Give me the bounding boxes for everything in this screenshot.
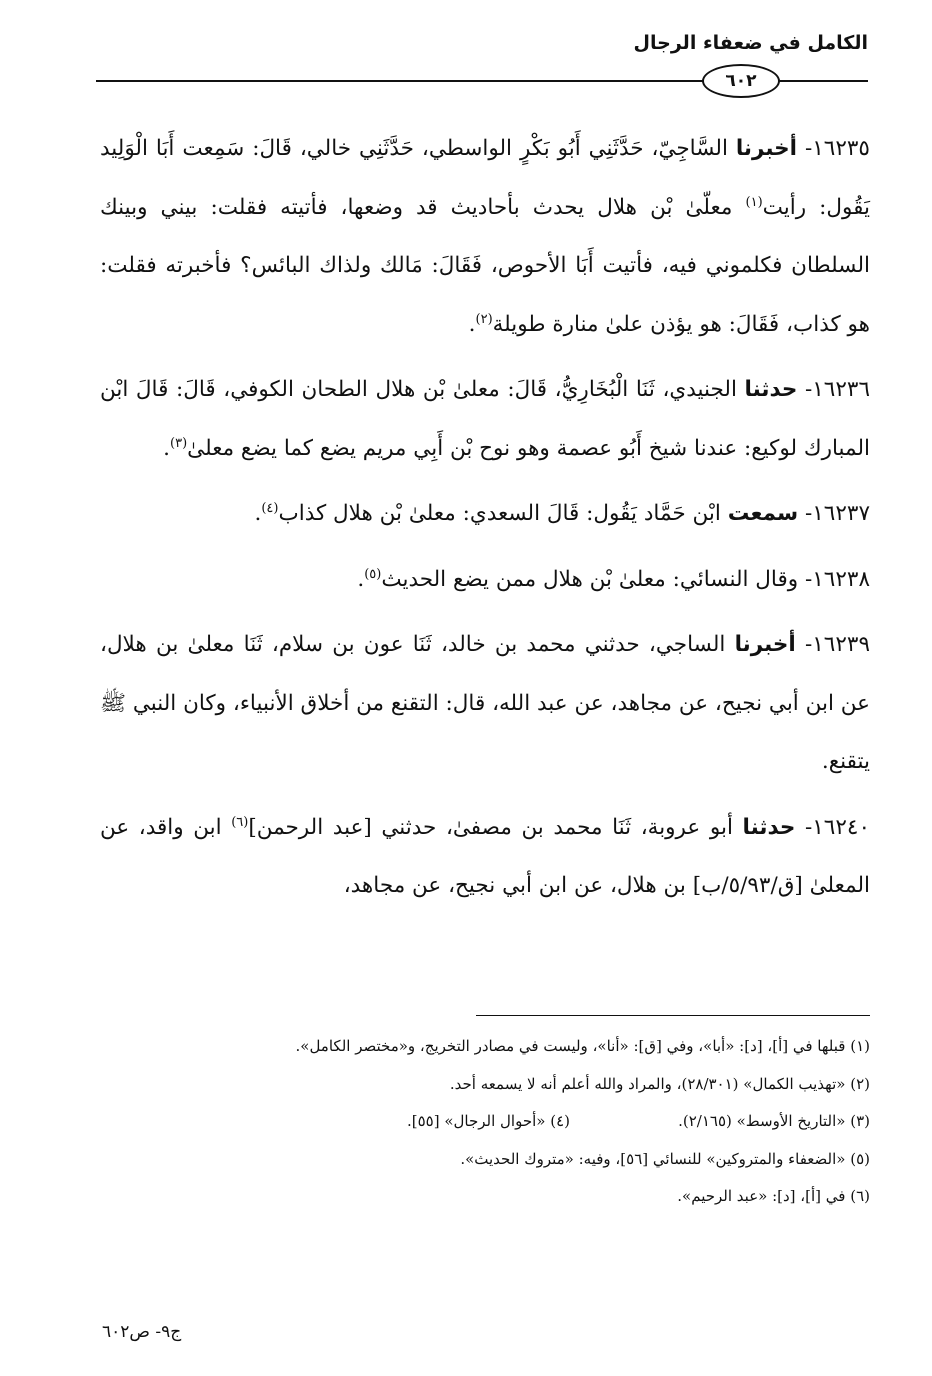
entry-keyword: سمعت <box>727 501 799 526</box>
entry-number: ١٦٢٣٨- <box>804 566 870 592</box>
footnote: (٦) في [أ]، [د]: «عبد الرحيم». <box>677 1187 870 1205</box>
entry-keyword: أخبرنا <box>735 136 798 161</box>
footnote: (٣) «التاريخ الأوسط» (٢/١٦٥). <box>678 1112 870 1130</box>
hadith-entry <box>100 361 870 478</box>
footnote: (٢) «تهذيب الكمال» (٢٨/٣٠١)، والمراد والله أعلم أنه لا يسمعه أحد. <box>449 1074 870 1093</box>
footnote-marker: (٦) <box>231 814 249 830</box>
entry-text: الساجي، حدثني محمد بن خالد، ثَنَا عون بن سلام، ثَنَا معلىٰ بن هلال، عن ابن أبي نجيح، عن مجاهد، عن عبد الله، قال: التقنع من أخلاق الأنبياء، وكان النبي ﷺ يتقنع <box>100 632 870 774</box>
footnote-marker: (٢) <box>475 311 493 327</box>
footnote: (١) قبلها في [أ]، [د]: «أبا»، وفي [ق]: «أنا»، وليست في مصادر التخريج، و«مختصر الكامل». <box>295 1037 870 1055</box>
hadith-entry <box>100 485 870 544</box>
entry-end: . <box>163 435 171 461</box>
hadith-entry <box>100 551 870 610</box>
hadith-entry <box>100 616 870 792</box>
entry-text: ابْن حَمَّاد يَقُول: قَالَ السعدي: معلىٰ بْن هلال كذاب <box>278 501 721 526</box>
entry-number: ١٦٢٣٩- <box>804 632 870 657</box>
footnote: (٤) «أحوال الرجال» [٥٥]. <box>406 1112 570 1130</box>
footnote-marker: (٤) <box>261 500 279 516</box>
footnote-marker: (٣) <box>170 435 188 451</box>
footnotes <box>100 1028 870 1216</box>
entry-text: وقال النسائي: معلىٰ بْن هلال ممن يضع الحديث <box>381 566 799 592</box>
main-text <box>100 120 870 923</box>
footnote-separator <box>476 1015 870 1016</box>
volume-page-reference: ج٩- ص٦٠٢ <box>102 1322 182 1342</box>
entry-keyword: أخبرنا <box>734 632 796 657</box>
page-header <box>96 30 868 90</box>
hadith-entry <box>100 120 870 354</box>
entry-number: ١٦٢٤٠- <box>804 814 870 840</box>
entry-number: ١٦٢٣٧- <box>804 501 870 526</box>
entry-keyword: حدثنا <box>744 377 798 402</box>
footnote-row <box>100 1103 870 1141</box>
entry-end: . <box>357 566 365 592</box>
entry-number: ١٦٢٣٥- <box>804 136 870 161</box>
entry-end: . <box>254 501 262 526</box>
entry-text: معلّىٰ بْن هلال يحدث بأحاديث قد وضعها، فأتيته فقلت: بيني وبينك السلطان فكلموني فيه، فأتيت أَبَا الأحوص، فَقَالَ: مَالك ولذاك البائس؟ فأخبرته فقلت: هو كذاب، فَقَالَ: هو يؤذن علىٰ منارة طويلة <box>100 194 870 337</box>
page-number-badge: ٦٠٢ <box>702 64 780 98</box>
hadith-entry <box>100 799 870 916</box>
footnote-marker: (١) <box>745 194 763 210</box>
entry-number: ١٦٢٣٦- <box>804 377 870 402</box>
entry-text: السَّاجِيّ، حَدَّثَنِي أَبُو بَكْرٍ الواسطي، حَدَّثَنِي خالي، قَالَ: سَمِعت أَبَا الْوَلِيد يَقُول: رأيت <box>100 136 870 220</box>
book-title: الكامل في ضعفاء الرجال <box>633 32 868 54</box>
entry-text: ابن واقد، عن المعلىٰ [ق/٥/٩٣/ب] بن هلال، عن ابن أبي نجيح، عن مجاهد، <box>100 814 870 898</box>
footnote-marker: (٥) <box>364 566 382 582</box>
entry-keyword: حدثنا <box>742 814 796 840</box>
entry-text: الجنيدي، ثَنَا الْبُخَارِيُّ، قَالَ: معلىٰ بْن هلال الطحان الكوفي، قَالَ: قَالَ ابْن المبارك لوكيع: عندنا شيخ أَبُو عصمة وهو نوح بْن أَبِي مريم يضع كما يضع معلىٰ <box>100 377 870 461</box>
entry-text: أبو عروبة، ثَنَا محمد بن مصفىٰ، حدثني [عبد الرحمن] <box>248 814 733 840</box>
entry-end: . <box>821 749 829 774</box>
entry-end: . <box>468 311 476 337</box>
footnote: (٥) «الضعفاء والمتروكين» للنسائي [٥٦]، وفيه: «متروك الحديث». <box>460 1149 870 1168</box>
